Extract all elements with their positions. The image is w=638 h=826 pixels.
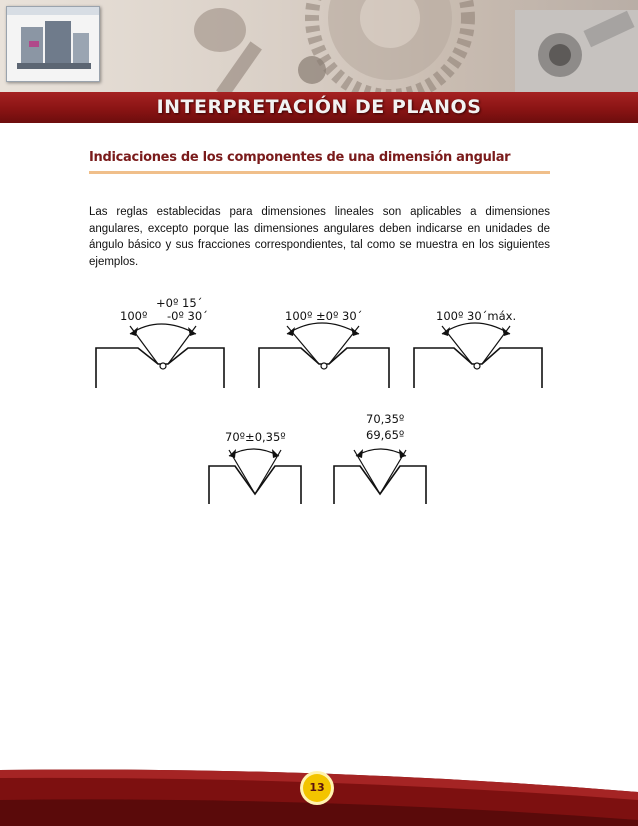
section-heading: Indicaciones de los componentes de una dimensión angular bbox=[89, 150, 511, 165]
figure-angular-tolerance-3 bbox=[410, 294, 550, 394]
fig1-dimension-arc bbox=[130, 324, 196, 334]
figure-angular-tolerance-5 bbox=[330, 408, 440, 510]
fig4-arrow-right bbox=[272, 449, 279, 458]
gear-icon bbox=[312, 0, 468, 96]
page-title: INTERPRETACIÓN DE PLANOS bbox=[156, 96, 482, 118]
figure-angular-tolerance-1 bbox=[92, 294, 232, 394]
heading-underline bbox=[89, 171, 550, 174]
fig2-label: 100º ±0º 30´ bbox=[285, 309, 363, 323]
fig4-label: 70º±0,35º bbox=[225, 430, 286, 444]
fig5-lower-limit: 69,65º bbox=[366, 428, 405, 442]
fig5-part-outline bbox=[334, 466, 426, 504]
valve-icon bbox=[194, 8, 326, 99]
body-paragraph: Las reglas establecidas para dimensiones lineales son aplicables a dimensiones angulares, excepto porque las dimensiones angulares deben indicarse en unidades de ángulo básico y sus fracciones correspondientes, tal como se muestra en los siguientes ejemplos. bbox=[89, 206, 550, 268]
fig1-nominal: 100º bbox=[120, 309, 148, 323]
fig5-dimension-arc bbox=[356, 449, 406, 456]
fig4-dimension-arc bbox=[229, 449, 279, 456]
fig1-lower-tolerance: -0º 30´ bbox=[167, 309, 208, 323]
fig3-dimension-arc bbox=[442, 323, 510, 334]
fig4-part-outline bbox=[209, 466, 301, 504]
fig1-part-outline bbox=[96, 348, 224, 388]
fig5-arrow-left bbox=[356, 449, 363, 458]
page-number: 13 bbox=[309, 781, 325, 794]
header-banner bbox=[0, 0, 638, 123]
fig1-upper-tolerance: +0º 15´ bbox=[156, 296, 203, 310]
fig2-dimension-arc bbox=[287, 323, 359, 334]
figure-angular-tolerance-2 bbox=[255, 294, 395, 394]
figure-angular-tolerance-4 bbox=[205, 424, 315, 510]
machine-thumbnail-icon bbox=[6, 6, 100, 82]
bearing-icon bbox=[515, 10, 638, 92]
fig3-label: 100º 30´máx. bbox=[436, 309, 517, 323]
fig5-upper-limit: 70,35º bbox=[366, 412, 405, 426]
